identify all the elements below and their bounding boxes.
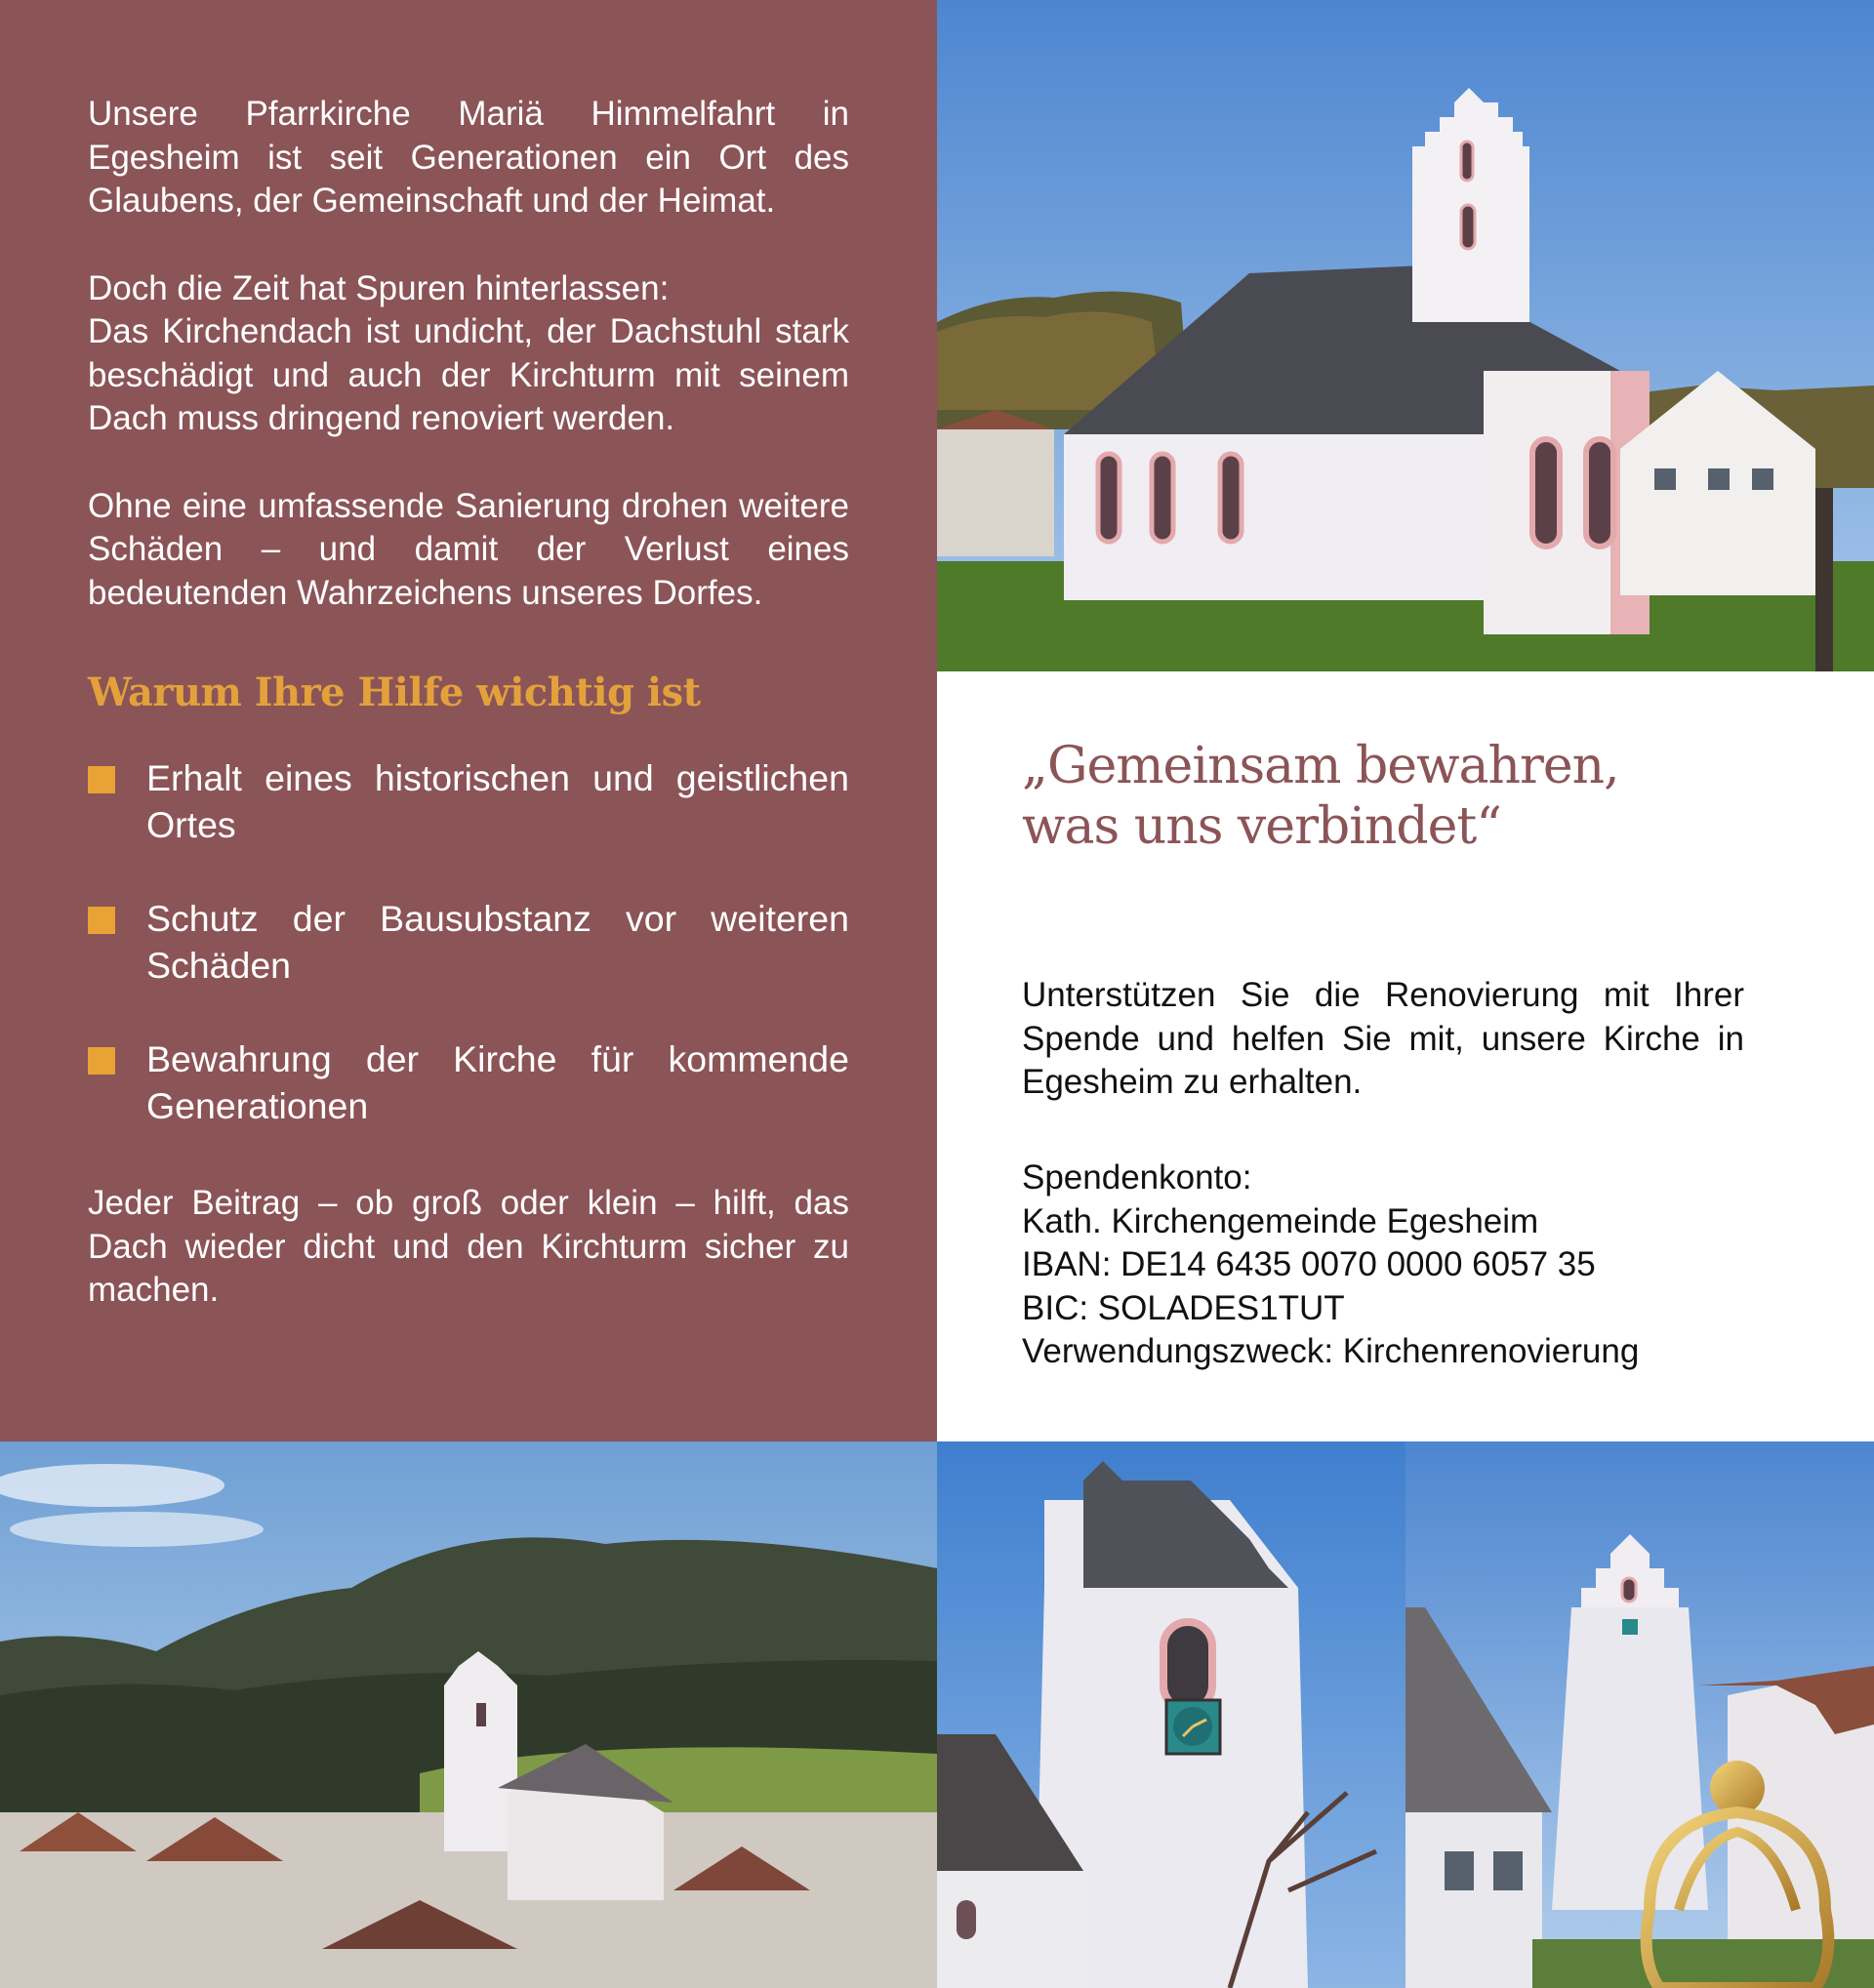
account-bic: BIC: SOLADES1TUT [1022,1288,1345,1327]
church-tower-closeup-photo [937,1441,1406,1988]
account-iban: IBAN: DE14 6435 0070 0000 6057 35 [1022,1245,1596,1283]
bullet-square-icon [88,766,115,793]
closing-paragraph: Jeder Beitrag – ob groß oder klein – hilft, das Dach wieder dicht und den Kirchturm sicher zu machen. [88,1184,849,1309]
support-paragraph: Unterstützen Sie die Renovierung mit Ihrer Spende und helfen Sie mit, unsere Kirche in Egesheim zu erhalten. [1022,976,1744,1101]
list-item-text: Erhalt eines historischen und geistlichen Ortes [146,757,849,845]
account-purpose: Verwendungszweck: Kirchenrenovierung [1022,1332,1640,1370]
intro-paragraph-1: Unsere Pfarrkirche Mariä Himmelfahrt in Egesheim ist seit Generationen ein Ort des Glaubens, der Gemeinschaft und der Heimat. [88,95,849,220]
donation-account-block [1022,1156,1764,1374]
left-text-column [88,93,849,1357]
church-tower-crown-photo [1406,1441,1874,1988]
why-help-list [88,754,849,1129]
account-holder: Kath. Kirchengemeinde Egesheim [1022,1201,1539,1240]
intro-paragraph-2 [88,267,849,441]
list-item-text: Schutz der Bausubstanz vor weiteren Schäden [146,898,849,986]
church-exterior-photo [937,0,1874,671]
left-text-panel [0,0,937,1441]
intro-paragraph-3: Ohne eine umfassende Sanierung drohen weitere Schäden – und damit der Verlust eines bedeutenden Wahrzeichens unseres Dorfes. [88,486,849,612]
account-label: Spendenkonto: [1022,1158,1252,1197]
village-panorama-photo [0,1441,937,1988]
intro-paragraph-2-body: Das Kirchendach ist undicht, der Dachstuhl stark beschädigt und auch der Kirchturm mit seinem Dach muss dringend renoviert werden. [88,312,849,437]
list-item [88,895,849,989]
list-item [88,1035,849,1129]
quote-line-2: was uns verbindet“ [1022,797,1501,856]
quote-heading [1022,736,1764,857]
intro-paragraph-2-lead: Doch die Zeit hat Spuren hinterlassen: [88,268,670,307]
bullet-square-icon [88,907,115,934]
bullet-square-icon [88,1047,115,1075]
list-item-text: Bewahrung der Kirche für kommende Generationen [146,1038,849,1126]
quote-line-1: „Gemeinsam bewahren, [1022,737,1619,795]
right-text-panel [937,671,1874,1441]
why-help-heading: Warum Ihre Hilfe wichtig ist [88,669,701,715]
list-item [88,754,849,848]
